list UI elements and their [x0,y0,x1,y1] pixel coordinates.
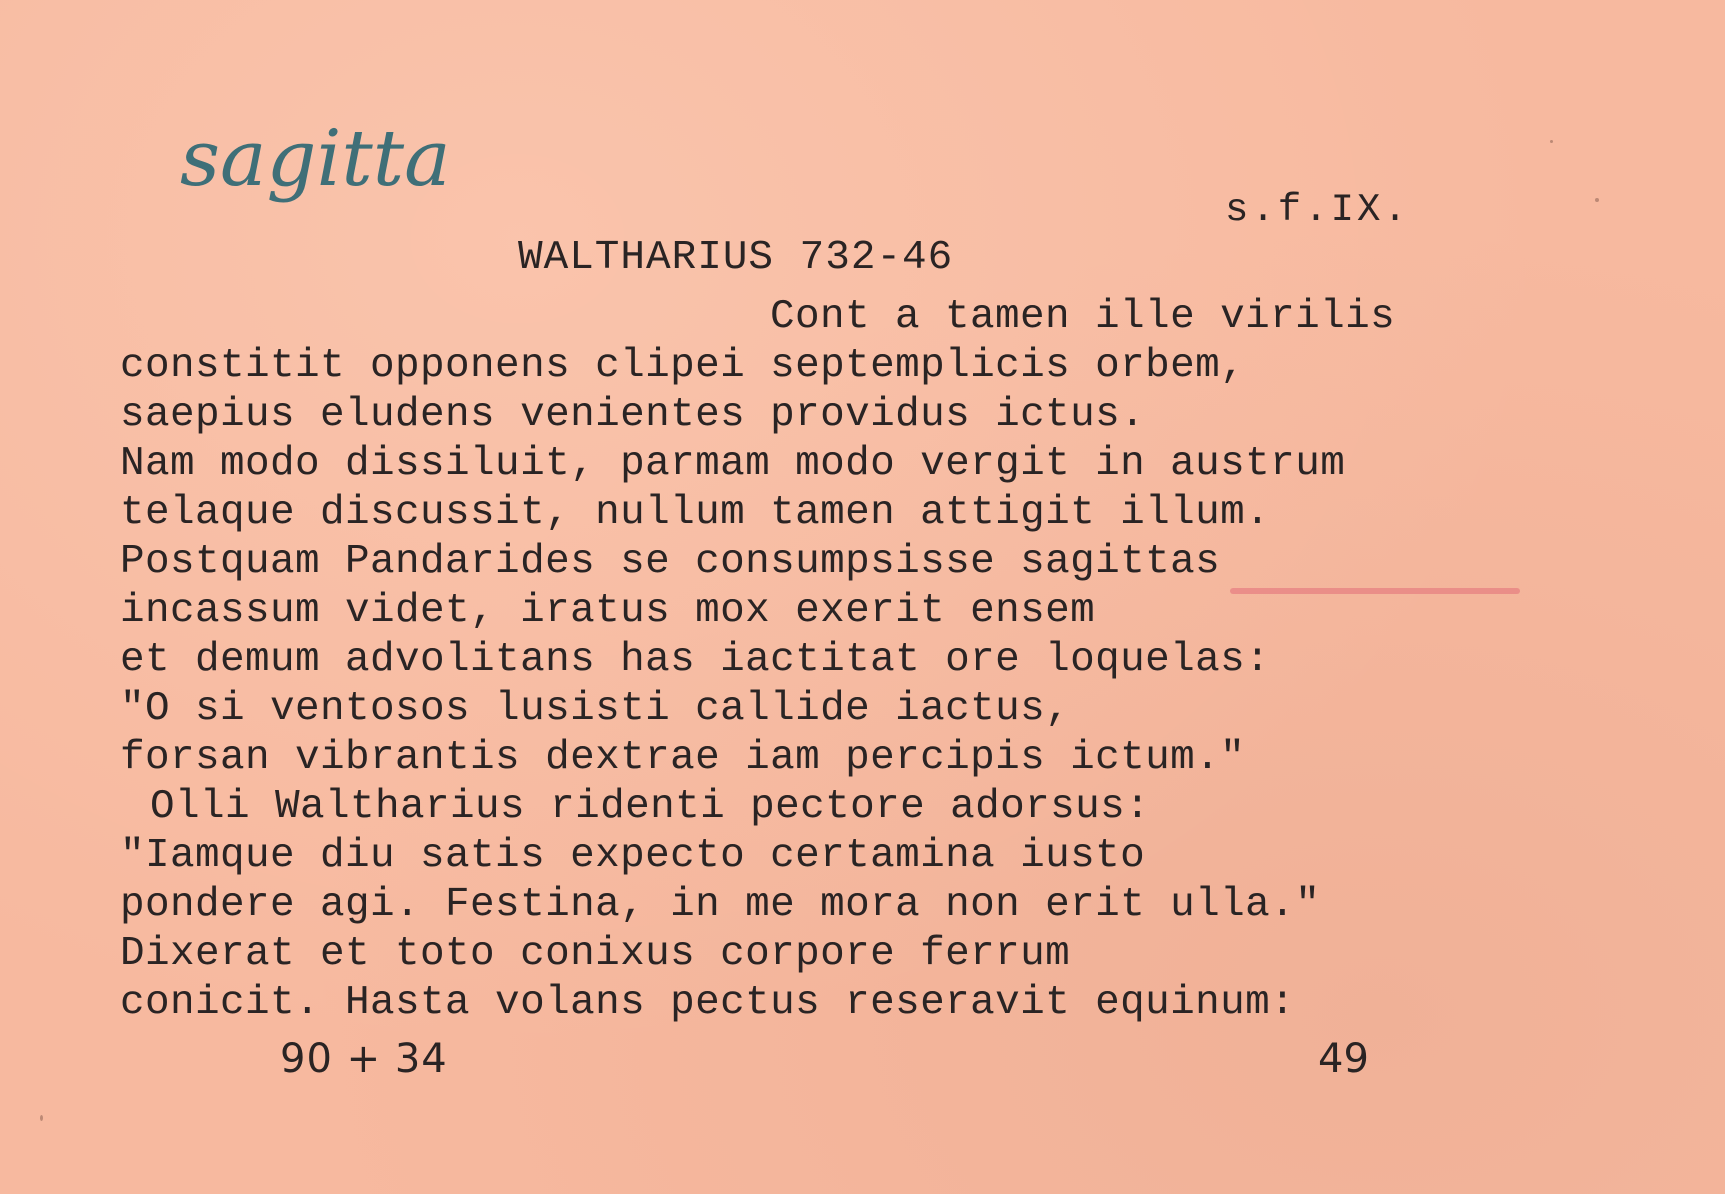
poem-line: Olli Waltharius ridenti pectore adorsus: [150,784,1151,830]
footer-number: 49 [1318,1036,1369,1082]
keyword-highlight-underline [1230,588,1520,594]
poem-text [120,293,1700,1028]
poem-line: "O si ventosos lusisti callide iactus, [120,686,1071,732]
poem-line: constitit opponens clipei septemplicis orbem, [120,343,1246,389]
citation-heading: WALTHARIUS 732-46 [518,235,954,281]
poem-line: forsan vibrantis dextrae iam percipis ictum." [120,735,1246,781]
footer-count: 90 + 34 [280,1036,448,1082]
poem-line: incassum videt, iratus mox exerit ensem [120,588,1096,634]
poem-line: Postquam Pandarides se consumpsisse sagittas [120,539,1221,585]
poem-line: Nam modo dissiluit, parmam modo vergit in austrum [120,441,1346,487]
poem-line: "Iamque diu satis expecto certamina iusto [120,833,1146,879]
paper-speck [1550,140,1553,143]
handwritten-label-text: sagitta [180,114,451,204]
poem-line: pondere agi. Festina, in me mora non erit ulla." [120,882,1321,928]
poem-line: telaque discussit, nullum tamen attigit illum. [120,490,1271,536]
poem-line: Dixerat et toto conixus corpore ferrum [120,931,1071,977]
handwritten-label [180,95,480,235]
poem-line: saepius eludens venientes providus ictus. [120,392,1146,438]
paper-speck [40,1115,43,1121]
poem-line: Cont a tamen ille virilis [770,294,1396,340]
paper-speck [1595,198,1599,202]
poem-line: et demum advolitans has iactitat ore loquelas: [120,637,1271,683]
date-label: s.f.IX. [1225,188,1410,232]
poem-line: conicit. Hasta volans pectus reseravit equinum: [120,980,1296,1026]
handwritten-label-svg [180,95,480,235]
